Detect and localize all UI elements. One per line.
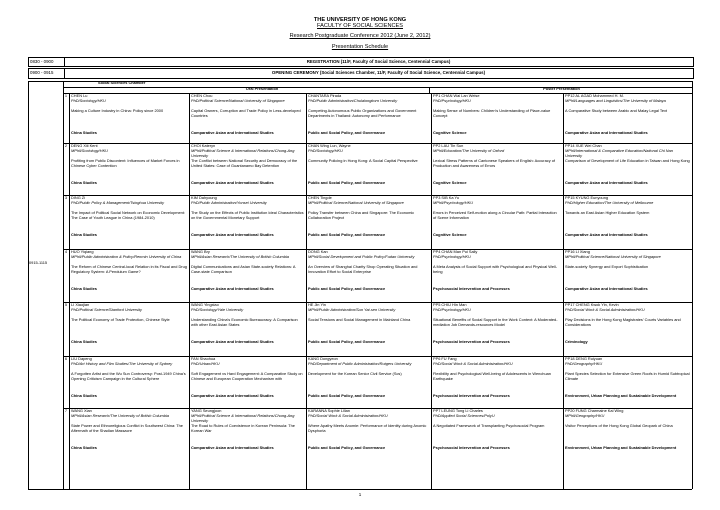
presentation-name: PP17 CHENG Kwok Yin, Kevin: [565, 303, 619, 307]
row-number: 4: [64, 250, 68, 254]
presentation-title: Towards an East Asian Higher Education System: [565, 211, 650, 215]
presentation-track: Psychosocial Intervention and Processes: [433, 446, 510, 450]
row-number: 1: [64, 94, 68, 98]
table-rule: [28, 81, 29, 489]
poster-presentation-label: Poster Presentation: [543, 87, 580, 91]
presentation-track: Cognitive Science: [433, 131, 467, 135]
presentation-affil: MPhil/Asian Research/The University of British Columbia: [71, 414, 169, 418]
presentation-track: Psychosocial Intervention and Processes: [433, 394, 510, 398]
presentation-name: WANG Xian: [71, 409, 92, 413]
presentation-track: Public and Social Policy, and Governance: [308, 131, 386, 135]
presentation-track: China Studies: [71, 446, 97, 450]
presentation-title: Visitor Perceptions of the Hong Kong Global Geopark of China: [565, 424, 673, 428]
presentation-track: Public and Social Policy, and Governance: [308, 446, 386, 450]
table-rule: [28, 489, 692, 490]
presentation-title: Making Sense of Numbers: Children's Understanding of Place-value Concept: [433, 109, 551, 118]
presentation-name: CHANTARA Pirada: [308, 94, 342, 98]
opening-row: [28, 68, 694, 79]
presentation-name: KARANNA Sophie Lilian: [308, 409, 350, 413]
faculty-title: FACULTY OF SOCIAL SCIENCES: [317, 23, 403, 29]
presentation-name: PP18 DENG Ruiyuan: [565, 357, 603, 361]
presentation-track: China Studies: [71, 131, 97, 135]
presentation-affil: PhD/Political Science/National University of Singapore: [191, 99, 285, 103]
presentation-affil: PhD/Political Science/Stanford University: [71, 308, 142, 312]
presentation-affil: MPhil/Public Administration/Sun Yat-sen University: [308, 308, 396, 312]
registration-text: REGISTRATION (11/F, Faculty of Social Science, Centennial Campus): [306, 59, 451, 64]
presentation-title: A Meta Analysis of Social Support with Psychological and Physical Well-being: [433, 265, 558, 274]
presentation-title: A Negotiated Framework of Transplanting Psychosocial Program: [433, 424, 545, 428]
page-number: 1: [358, 492, 362, 497]
table-rule: [63, 87, 692, 88]
presentation-name: PP3 SIB Ka Yu: [433, 196, 460, 200]
presentation-name: KANG Dongyeon: [308, 357, 338, 361]
opening-text: OPENING CEREMONY (Social Sciences Chamber, 11/F, Faculty of Social Science, Centennial Campus): [271, 70, 486, 75]
presentation-track: Comparative Asian and International Studies: [191, 181, 274, 185]
presentation-title: Development for the Korean Senior Civil Service (Scs): [308, 372, 402, 376]
presentation-name: PP4 CHAN Man Pui Sally: [433, 250, 478, 254]
registration-row: [28, 57, 694, 67]
presentation-name: LIU Dapeng: [71, 357, 92, 361]
presentation-title: Flexibility and Psychological Well-being of Adolescents in Wenchuan Earthquake: [433, 372, 551, 381]
presentation-affil: MPhil/Political Science/National University of Singapore: [565, 255, 661, 259]
presentation-affil: PhD/Psychology/HKU: [433, 308, 471, 312]
presentation-title: The Political Economy of Trade Protection, Chinese Style: [71, 318, 170, 322]
schedule-title: Presentation Schedule: [331, 44, 389, 50]
conference-title: Research Postgraduate Conference 2012 (June 2, 2012): [289, 33, 431, 39]
presentation-title: The Conflict between National Security and Democracy of the United States: Case of Guantanamo Bay Detention: [191, 159, 298, 168]
oral-presentation-label: Oral Presentation: [245, 87, 279, 91]
presentation-track: Public and Social Policy, and Governance: [308, 287, 386, 291]
presentation-title: Capital Owners, Corruption and Trade Policy in Less-developed Countries: [191, 109, 301, 118]
presentation-title: The Study on the Effects of Public Institution Ideal Characteristics on the Governmental Monetary Support: [191, 211, 304, 220]
presentation-title: Community Policing in Hong Kong: A Social Capital Perspective: [308, 159, 418, 163]
presentation-name: PP16 LI Xiang: [565, 250, 590, 254]
presentation-track: China Studies: [71, 287, 97, 291]
presentation-title: State-society Synergy and Export Sophistication: [565, 265, 649, 269]
presentation-name: PP20 FUNG Charmaine Kai Wing: [565, 409, 624, 413]
presentation-title: Play Decisions in the Hong Kong Magistrates' Courts Variables and Considerations: [565, 318, 681, 327]
table-rule: [692, 81, 693, 489]
presentation-track: Public and Social Policy, and Governance: [308, 181, 386, 185]
presentation-name: PP12 AL AGAD Mohammed H. M.: [565, 94, 624, 98]
row-number: 2: [64, 144, 68, 148]
presentation-title: Situational Benefits of Social Support in the Work Context: A Moderated-mediation Job Demands-resources Model: [433, 318, 558, 327]
presentation-title: Profiting from Public Discontent: Influences of Market Forces in Chinese Cyber Contention: [71, 159, 180, 168]
presentation-affil: PhD/Art History and Film Studies/The University of Sydney: [71, 362, 173, 366]
row-number: 6: [64, 357, 68, 361]
presentation-affil: PhD/Higher Education/The University of Melbourne: [565, 201, 654, 205]
presentation-affil: MPhil/International & Comparative Education/National Chi Nan University: [565, 149, 673, 158]
presentation-name: CHEN Chou: [191, 94, 213, 98]
presentation-affil: PhD/Urban/HKU: [191, 362, 220, 366]
presentation-name: PP5 CHIU Hin Man: [433, 303, 467, 307]
presentation-name: DENG Xiii Kent: [71, 144, 98, 148]
presentation-track: Public and Social Policy, and Governance: [308, 340, 386, 344]
presentation-title: Making a Culture Industry in China: Policy since 2000: [71, 109, 164, 113]
presentation-track: China Studies: [71, 181, 97, 185]
presentation-name: DING Zi: [71, 196, 86, 200]
presentation-affil: PhD/Social Work & Social Administration/HKU: [433, 362, 513, 366]
presentation-name: PP6 FU Fang: [433, 357, 457, 361]
presentation-name: PP14 XUE Wei Chan: [565, 144, 602, 148]
presentation-name: CHEN Lu: [71, 94, 88, 98]
presentation-title: Policy Transfer between China and Singapore: The Economic Collaboration Project: [308, 211, 415, 220]
presentation-affil: MPhil/Public Administration & Policy/Renmin University of China: [71, 255, 182, 259]
presentation-affil: MPhil/Political Science & International Relations/Chung-Ang University: [191, 414, 295, 423]
presentation-affil: PhD/Public Policy & Management/Tsinghua University: [71, 201, 165, 205]
presentation-title: Lexical Stress Patterns of Cantonese Speakers of English: Accuracy of Production and Awareness of Errors: [433, 159, 555, 168]
presentation-affil: MPhil/Political Science & International Relations/Chung-Ang University: [191, 149, 295, 158]
presentation-title: Where Apathy Meets Anomie: Performance of Identity during Anomic Dysphoria: [308, 424, 427, 433]
presentation-track: Cognitive Science: [433, 181, 467, 185]
presentation-title: A Forgotten Artist and the Wu Sun Controversy: Post-1949 China's Opening Criticism Campaign in the Cultural Sphere: [71, 372, 186, 381]
presentation-name: KIM Dahyoung: [191, 196, 217, 200]
presentation-affil: PhD/Sociology/HKU: [71, 99, 106, 103]
presentation-track: Public and Social Policy, and Governance: [308, 233, 386, 237]
presentation-title: Soft Engagement vs Hard Engagement: A Comparative Study on Chinese and European Cooperation Mechanism with: [191, 372, 303, 381]
presentation-title: The Impact of Political Social Network on Economic Development: The Case of Youth League in China (1984-2010): [71, 211, 185, 220]
presentation-track: Comparative Asian and International Studies: [565, 287, 648, 291]
row-number: 3: [64, 196, 68, 200]
presentation-name: FAN Shaohua: [191, 357, 216, 361]
presentation-title: Errors in Perceived Self-motion along a Circular Path: Partial Interaction of Scene Information: [433, 211, 557, 220]
presentation-name: CHAN Wing Lun, Wayne: [308, 144, 351, 148]
presentation-affil: PhD/Applied Social Sciences/PolyU: [433, 414, 495, 418]
presentation-affil: MPhil/Asian Research/The University of British Columbia: [191, 255, 289, 259]
presentation-track: Comparative Asian and International Studies: [191, 287, 274, 291]
presentation-affil: PhD/Public Administration/Chulalongkorn University: [308, 99, 398, 103]
row-number: 7: [64, 409, 68, 413]
presentation-track: Environment, Urban Planning and Sustainable Development: [565, 446, 677, 450]
presentation-title: The Reform of Chinese Central-local Relation in its Fiscal and Drug Regulatory System: A Pendulum Game?: [71, 265, 187, 274]
presentation-name: PP1 CHAN Wai Lan Weise: [433, 94, 480, 98]
presentation-name: PP7 LEUNG Tong Li Charles: [433, 409, 483, 413]
presentation-affil: MPhil/Social Development and Public Policy/Fudan University: [308, 255, 415, 259]
presentation-name: CHEN Tingde: [308, 196, 332, 200]
presentation-name: WANG Bry: [191, 250, 210, 254]
presentation-affil: MPhil/Education/The University of Oxford: [433, 149, 505, 153]
presentation-track: Comparative Asian and International Studies: [565, 233, 648, 237]
presentation-name: PP2 LAU Tin Sun: [433, 144, 464, 148]
presentation-name: YANG Seungjoon: [191, 409, 222, 413]
registration-time: 0830 - 0900: [30, 59, 54, 64]
presentation-title: Plant Species Selection for Extensive Green Roofs in Humid Subtropical Climate: [565, 372, 690, 381]
presentation-track: Comparative Asian and International Studies: [191, 446, 274, 450]
presentation-affil: MPhil/Geography/HKU: [565, 414, 605, 418]
presentation-affil: PhD/Social Work & Social Administration/HKU: [565, 308, 645, 312]
presentation-name: LI Xiaojian: [71, 303, 90, 307]
presentation-affil: PhD/Social Work & Social Administration/HKU: [308, 414, 388, 418]
presentation-affil: PhD/Psychology/HKU: [433, 255, 471, 259]
presentation-affil: MPhil/Psychology/HKU: [433, 201, 474, 205]
university-title: THE UNIVERSITY OF HONG KONG: [313, 17, 407, 23]
presentation-track: Comparative Asian and International Studies: [191, 233, 274, 237]
presentation-title: Competing Autonomous Public Organizations and Government Departments in Thailand: Autonomy and Performance: [308, 109, 417, 118]
presentation-name: HUO Yiqiang: [71, 250, 94, 254]
presentation-track: China Studies: [71, 340, 97, 344]
presentation-affil: PhD/Department of Public Administration/Rutgers University: [308, 362, 412, 366]
presentation-title: State Power and Ethnoreligious Conflict in Southwest China: The Aftermath of the Shadian Massacre: [71, 424, 183, 433]
presentation-title: Digital Communications and Asian State-society Relations: A Case-state Comparison: [191, 265, 296, 274]
presentation-track: China Studies: [71, 394, 97, 398]
presentation-name: DONG Kan: [308, 250, 328, 254]
presentation-track: China Studies: [71, 233, 97, 237]
presentation-track: Comparative Asian and International Studies: [191, 340, 274, 344]
table-rule: [429, 87, 430, 93]
presentation-track: Psychosocial Intervention and Processes: [433, 340, 510, 344]
presentation-affil: PhD/Sociology/HKU: [308, 149, 343, 153]
presentation-track: Criminology: [565, 340, 588, 344]
presentation-affil: PhD/Public Administration/Yonsei University: [191, 201, 267, 205]
presentation-affil: PhD/Geography/HKU: [565, 362, 603, 366]
chamber-label: Social Sciences Chamber: [98, 81, 146, 85]
opening-time: 0900 - 0915: [30, 70, 54, 75]
presentation-title: An Overview of Shanghai Charity Shop Operating Situation and Innovation Effort to Social Enterprise: [308, 265, 418, 274]
presentation-name: HE Jin Yin: [308, 303, 326, 307]
presentation-affil: PhD/Psychology/HKU: [433, 99, 471, 103]
presentation-track: Comparative Asian and International Studies: [565, 131, 648, 135]
presentation-track: Cognitive Science: [433, 233, 467, 237]
presentation-affil: PhD/Sociology/Yale University: [191, 308, 244, 312]
presentation-affil: MPhil/Languages and Linguistics/The University of Malaya: [565, 99, 666, 103]
presentation-name: PP15 KYUNG Eunyoung: [565, 196, 609, 200]
table-rule: [28, 81, 692, 82]
presentation-title: A Comparative Study between Arabic and Malay Legal Text: [565, 109, 668, 113]
presentation-affil: MPhil/Political Science/National University of Singapore: [308, 201, 404, 205]
presentation-track: Comparative Asian and International Studies: [191, 131, 274, 135]
session-time: 0915-1115: [29, 261, 48, 265]
presentation-track: Comparative Asian and International Studies: [565, 181, 648, 185]
presentation-title: The Road to Rules of Coexistence in Korean Peninsula: The Korean War: [191, 424, 295, 433]
presentation-track: Environment, Urban Planning and Sustainable Development: [565, 394, 677, 398]
row-number: 5: [64, 303, 68, 307]
presentation-title: Understanding China's Economic Bureaucracy: A Comparison with other East Asian States: [191, 318, 298, 327]
presentation-track: Psychosocial Intervention and Processes: [433, 287, 510, 291]
presentation-title: Comparison of Development of Life Education in Taiwan and Hong Kong: [565, 159, 690, 163]
schedule-table: [28, 81, 692, 489]
presentation-track: Comparative Asian and International Studies: [191, 394, 274, 398]
presentation-track: Public and Social Policy, and Governance: [308, 394, 386, 398]
presentation-name: CHOI Kateryn: [191, 144, 216, 148]
presentation-name: WANG Yingxiao: [191, 303, 219, 307]
presentation-affil: MPhil/Sociology/HKU: [71, 149, 108, 153]
presentation-title: Social Tensions and Social Management in Mainland China: [308, 318, 411, 322]
